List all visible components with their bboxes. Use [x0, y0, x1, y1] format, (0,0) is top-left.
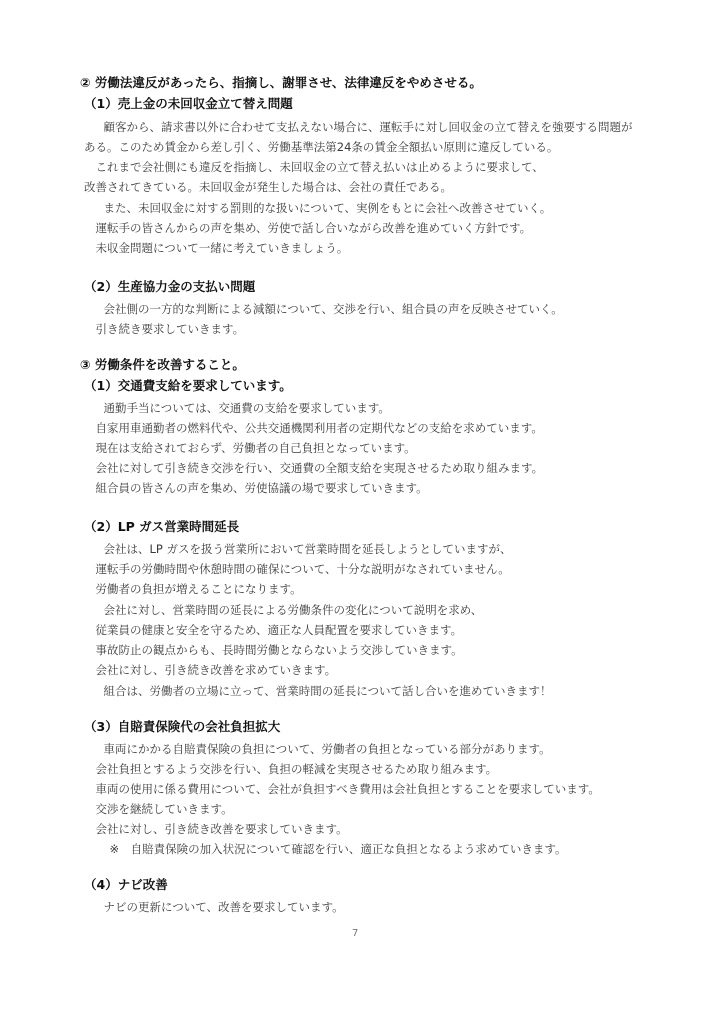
paragraph-line: 組合員の皆さんの声を集め、労使協議の場で要求していきます。: [84, 481, 428, 495]
subsection-heading: （1）交通費支給を要求しています。: [84, 378, 292, 393]
paragraph-line: 労働者の負担が増えることになります。: [84, 582, 302, 596]
section-heading: ③ 労働条件を改善すること。: [80, 357, 245, 372]
paragraph-line: 運転手の皆さんからの声を集め、労使で話し合いながら改善を進めていく方針です。: [84, 221, 532, 235]
paragraph-line: ナビの更新について、改善を要求しています。: [92, 900, 344, 914]
paragraph-line: 現在は支給されておらず、労働者の自己負担となっています。: [84, 441, 416, 455]
paragraph-line: 会社に対し、引き続き改善を求めていきます。: [84, 663, 337, 677]
subsection-heading: （2）生産協力金の支払い問題: [84, 279, 256, 294]
subsection-heading: （1）売上金の未回収金立て替え問題: [84, 96, 293, 111]
paragraph-line: 会社は、LP ガスを扱う営業所において営業時間を延長しようとしていますが、: [92, 542, 512, 556]
paragraph-line: 運転手の労働時間や休憩時間の確保について、十分な説明がなされていません。: [84, 562, 510, 576]
paragraph-line: 通勤手当については、交通費の支給を要求しています。: [92, 401, 390, 415]
paragraph-line: これまで会社側にも違反を指摘し、未回収金の立て替え払いは止めるように要求して、: [84, 160, 544, 174]
paragraph-line: 車両にかかる自賠責保険の負担について、労働者の負担となっている部分があります。: [92, 742, 551, 756]
page-number: 7: [352, 928, 359, 939]
paragraph-line: また、未回収金に対する罰則的な扱いについて、実例をもとに会社へ改善させていく。: [92, 201, 552, 215]
paragraph-line: 未収金問題について一緒に考えていきましょう。: [84, 241, 349, 255]
subsection-heading: （4）ナビ改善: [84, 877, 168, 892]
paragraph-line: ※ 自賠責保険の加入状況について確認を行い、適正な負担となるよう求めていきます。: [98, 842, 567, 856]
paragraph-line: ある。このため賃金から差し引く、労働基準法第24条の賃金全額払い原則に違反している。: [84, 140, 559, 154]
paragraph-line: 車両の使用に係る費用について、会社が負担すべき費用は会社負担とすることを要求しています。: [84, 782, 600, 796]
paragraph-line: 改善されてきている。未回収金が発生した場合は、会社の責任である。: [84, 180, 452, 194]
subsection-heading: （2）LP ガス営業時間延長: [84, 519, 240, 534]
paragraph-line: 事故防止の観点からも、長時間労働とならないよう交渉していきます。: [84, 643, 463, 657]
paragraph-line: 自家用車通勤者の燃料代や、公共交通機関利用者の定期代などの支給を求めています。: [84, 421, 543, 435]
paragraph-line: 会社に対し、引き続き改善を要求していきます。: [84, 822, 348, 836]
paragraph-line: 会社負担とするよう交渉を行い、負担の軽減を実現させるため取り組みます。: [84, 762, 498, 776]
paragraph-line: 会社に対して引き続き交渉を行い、交通費の全額支給を実現させるため取り組みます。: [84, 461, 544, 475]
section-heading: ② 労働法違反があったら、指摘し、謝罪させ、法律違反をやめさせる。: [80, 75, 482, 90]
paragraph-line: 従業員の健康と安全を守るため、適正な人員配置を要求していきます。: [84, 623, 463, 637]
paragraph-line: 会社に対し、営業時間の延長による労働条件の変化について説明を求め、: [92, 603, 483, 617]
paragraph-line: 会社側の一方的な判断による減額について、交渉を行い、組合員の声を反映させていく。: [92, 302, 563, 316]
paragraph-line: 顧客から、請求書以外に合わせて支払えない場合に、運転手に対し回収金の立て替えを強要する問題が: [92, 120, 633, 134]
paragraph-line: 交渉を継続していきます。: [84, 802, 233, 816]
subsection-heading: （3）自賠責保険代の会社負担拡大: [84, 719, 281, 734]
paragraph-line: 引き続き要求していきます。: [84, 322, 245, 336]
paragraph-line: 組合は、労働者の立場に立って、営業時間の延長について話し合いを進めていきます！: [92, 684, 552, 698]
